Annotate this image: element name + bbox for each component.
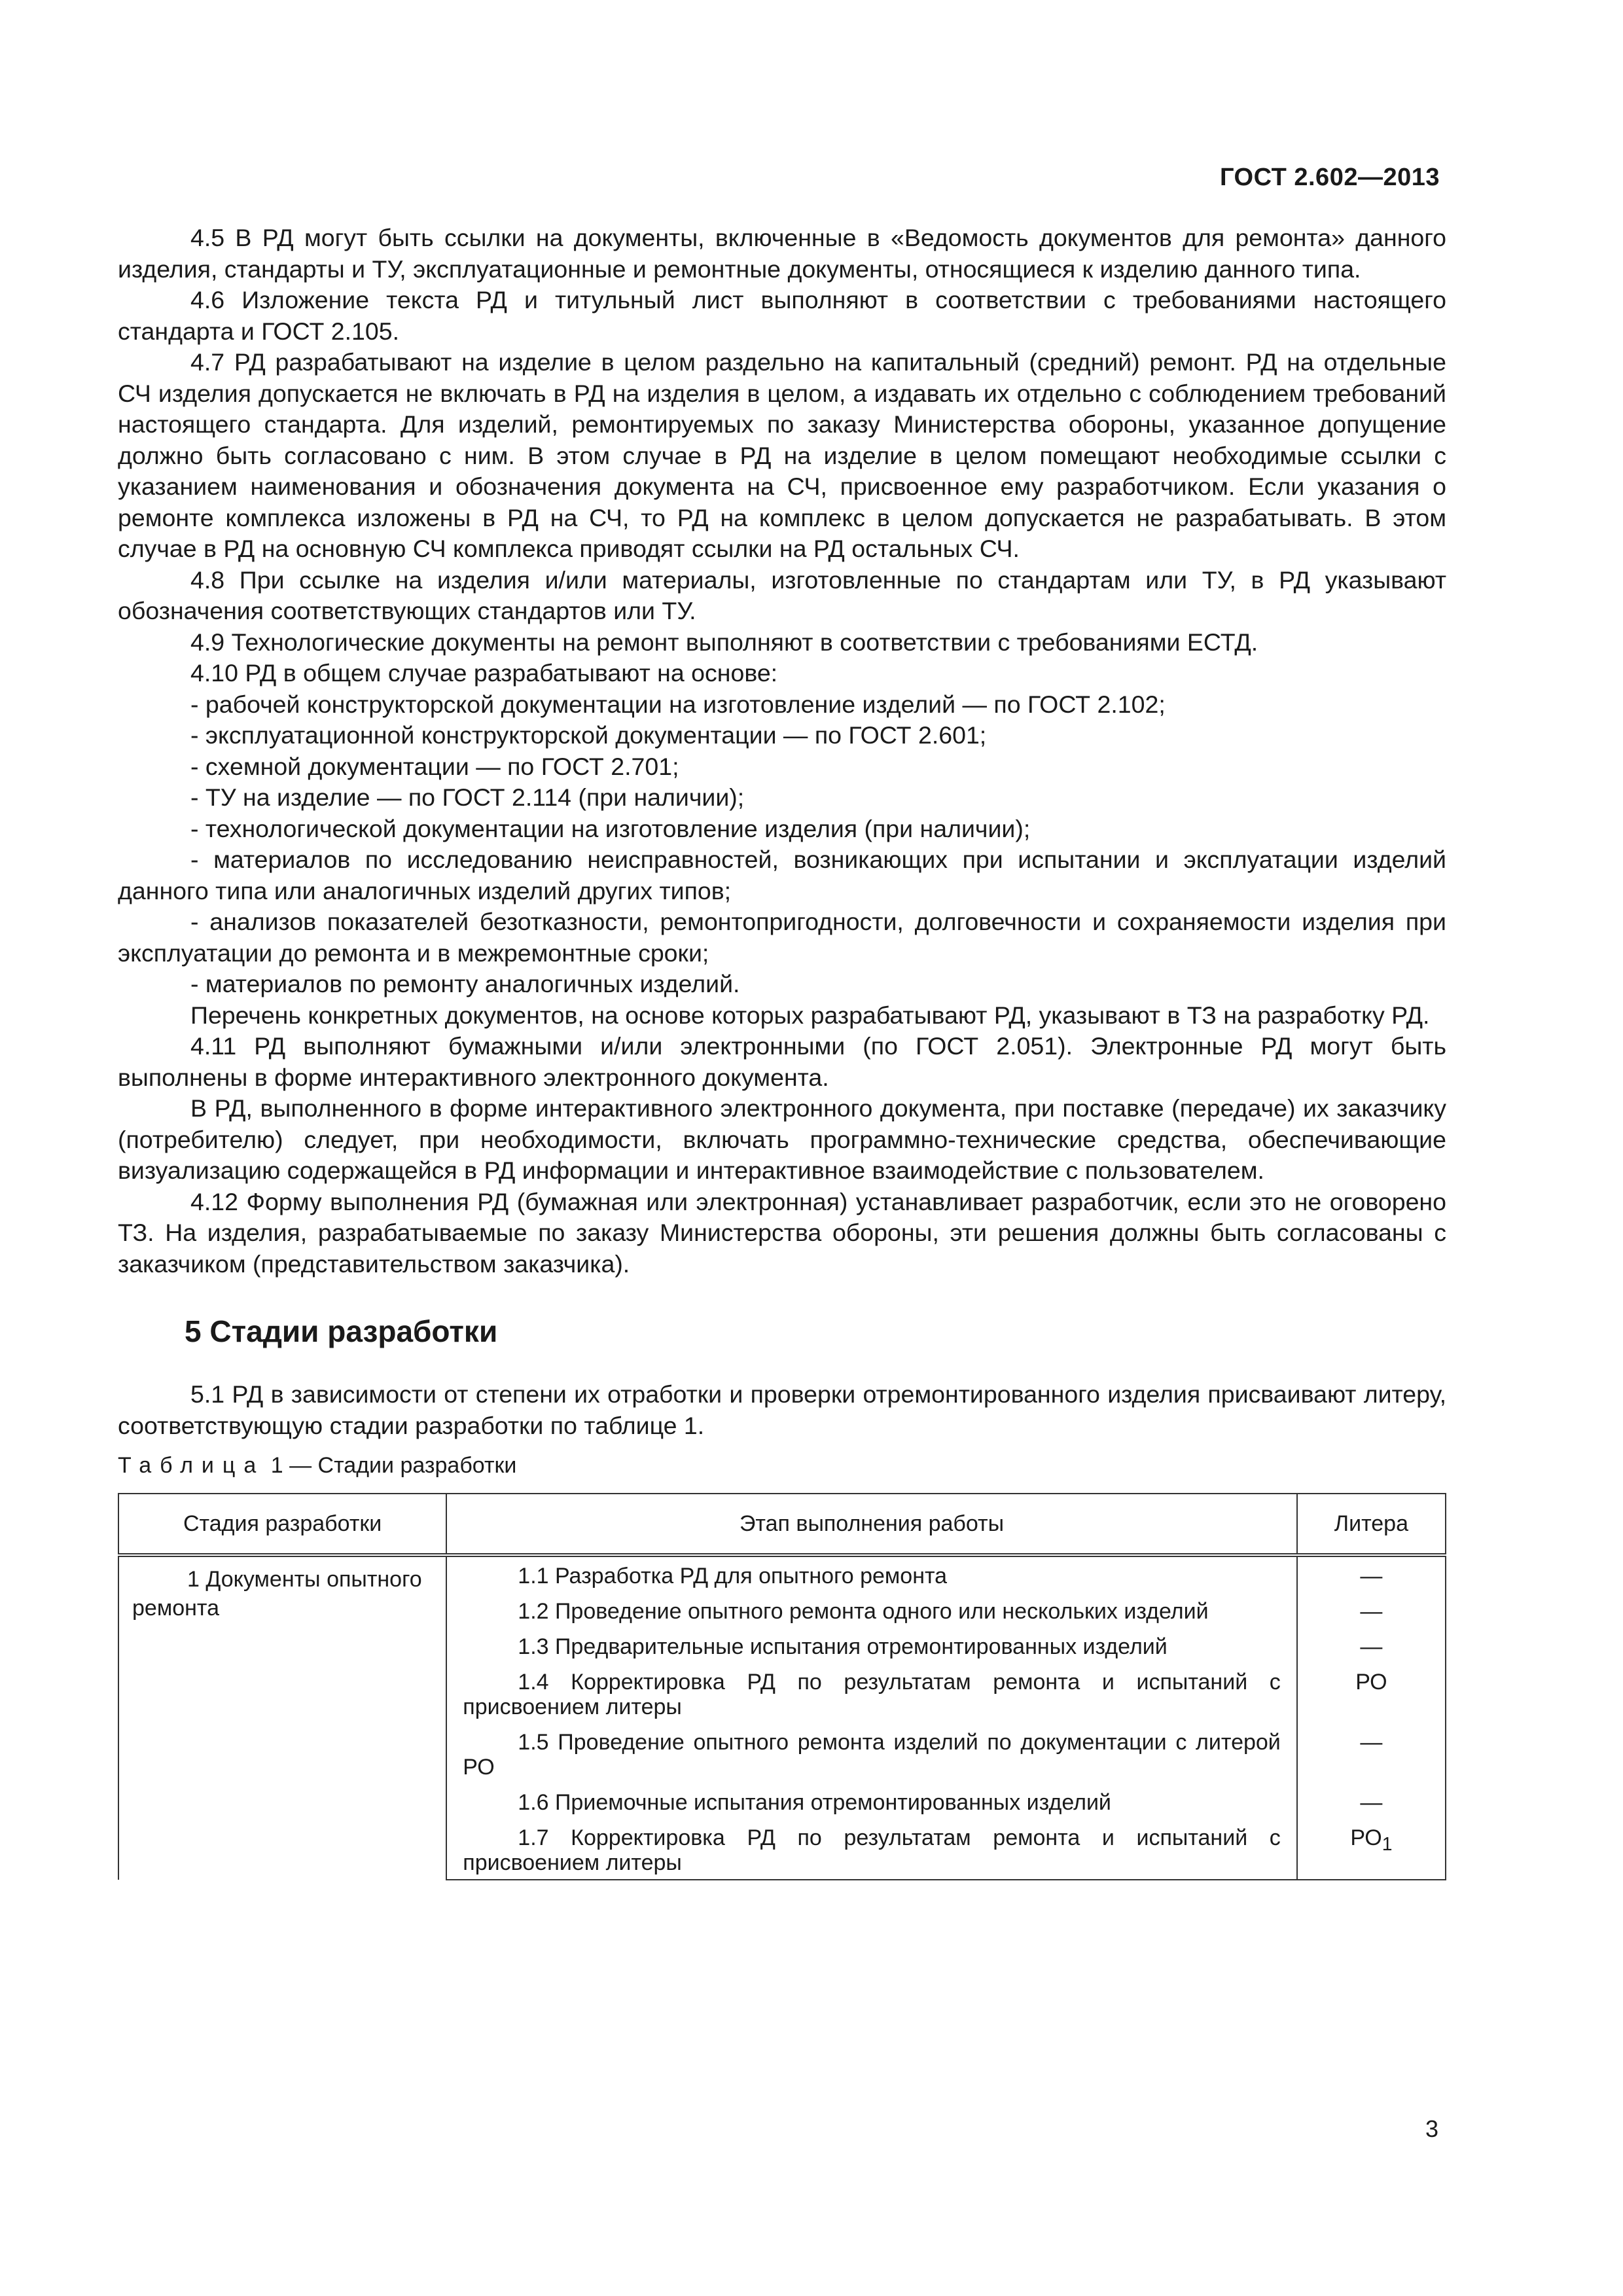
litera-value: —	[1360, 1599, 1383, 1624]
page-number: 3	[1425, 2115, 1438, 2142]
list-item: - материалов по исследованию неисправностей, возникающих при испытании и эксплуатации изделий данного типа или аналогичных изделий других типов;	[118, 846, 1446, 905]
table-caption-title: 1 — Стадии разработки	[264, 1453, 517, 1478]
litera-value: —	[1360, 1564, 1383, 1588]
step-cell	[446, 1628, 1297, 1663]
litera-cell	[1297, 1819, 1446, 1880]
list-item: - рабочей конструкторской документации на изготовление изделий — по ГОСТ 2.102;	[190, 690, 1166, 718]
table-row	[118, 1555, 1446, 1592]
list-item: - анализов показателей безотказности, ремонтопригодности, долговечности и сохраняемости изделия при эксплуатации до ремонта и в межремонтные сроки;	[118, 908, 1446, 967]
step-cell	[446, 1555, 1297, 1592]
paragraph-4-12: 4.12 Форму выполнения РД (бумажная или электронная) устанавливает разработчик, если это не оговорено ТЗ. На изделия, разрабатываемые по заказу Министерства обороны, эти решения должны быть согласованы с заказчиком (представительством заказчика).	[118, 1187, 1446, 1278]
list-item: - эксплуатационной конструкторской документации — по ГОСТ 2.601;	[190, 721, 987, 749]
litera-cell	[1297, 1663, 1446, 1723]
litera-value: —	[1360, 1790, 1383, 1815]
stages-table	[118, 1493, 1446, 1880]
step-cell	[446, 1723, 1297, 1784]
stage-label: 1 Документы опытного ремонта	[132, 1567, 422, 1621]
step-cell	[446, 1784, 1297, 1819]
paragraph-4-11: 4.11 РД выполняют бумажными и/или электронными (по ГОСТ 2.051). Электронные РД могут быть выполнены в форме интерактивного электронного документа.	[118, 1032, 1446, 1091]
table-caption	[118, 1453, 1446, 1479]
litera-cell	[1297, 1555, 1446, 1592]
paragraph-interactive-doc: В РД, выполненного в форме интерактивного электронного документа, при поставке (передаче) их заказчику (потребителю) следует, при необходимости, включать программно-технические средства, обеспечивающие визуализацию содержащейся в РД информации и интерактивное взаимодействие с пользователем.	[118, 1094, 1446, 1184]
step-text: 1.5 Проведение опытного ремонта изделий по документации с литерой РО	[463, 1730, 1281, 1780]
litera-value: —	[1360, 1634, 1383, 1659]
paragraph-4-7: 4.7 РД разрабатывают на изделие в целом раздельно на капитальный (средний) ремонт. РД на отдельные СЧ изделия допускается не включать в РД на изделия в целом, а издавать их отдельно с соблюдением требований настоящего стандарта. Для изделий, ремонтируемых по заказу Министерства обороны, указанное допущение должно быть согласовано с ним. В этом случае в РД на изделие в целом помещают необходимые ссылки с указанием наименования и обозначения документа на СЧ, присвоенное ему разработчиком. Если указания о ремонте комплекса изложены в РД на СЧ, то РД на комплекс в целом допускается не разрабатывать. В этом случае в РД на основную СЧ комплекса приводят ссылки на РД остальных СЧ.	[118, 348, 1446, 562]
paragraph-5-1: 5.1 РД в зависимости от степени их отработки и проверки отремонтированного изделия присваивают литеру, соответствующую стадии разработки по таблице 1.	[118, 1380, 1446, 1439]
step-text: 1.6 Приемочные испытания отремонтированных изделий	[518, 1790, 1111, 1815]
table-caption-label: Таблица	[118, 1453, 265, 1478]
litera-subscript: 1	[1382, 1833, 1393, 1855]
table-header-cell: Стадия разработки	[118, 1494, 446, 1555]
step-cell	[446, 1663, 1297, 1723]
paragraph-4-5: 4.5 В РД могут быть ссылки на документы, включенные в «Ведомость документов для ремонта» данного изделия, стандарты и ТУ, эксплуатационные и ремонтные документы, относящиеся к изделию данного типа.	[118, 224, 1446, 283]
step-cell	[446, 1592, 1297, 1628]
table-header-cell: Литера	[1297, 1494, 1446, 1555]
litera-value	[1298, 1819, 1445, 1857]
table-header-row	[118, 1494, 1446, 1555]
litera-cell	[1297, 1723, 1446, 1784]
paragraph-4-6: 4.6 Изложение текста РД и титульный лист выполняют в соответствии с требованиями настоящего стандарта и ГОСТ 2.105.	[118, 286, 1446, 345]
step-cell	[446, 1819, 1297, 1880]
step-text: 1.3 Предварительные испытания отремонтированных изделий	[518, 1634, 1168, 1659]
table-header-cell: Этап выполнения работы	[446, 1494, 1297, 1555]
step-text: 1.4 Корректировка РД по результатам ремонта и испытаний с присвоением литеры	[463, 1670, 1281, 1719]
litera-main: РО	[1350, 1825, 1382, 1850]
list-item: - технологической документации на изготовление изделия (при наличии);	[190, 814, 1031, 842]
section-5-title: 5 Стадии разработки	[185, 1314, 498, 1348]
list-item: - ТУ на изделие — по ГОСТ 2.114 (при наличии);	[190, 783, 745, 811]
litera-value: —	[1360, 1730, 1383, 1755]
step-text: 1.2 Проведение опытного ремонта одного или нескольких изделий	[518, 1599, 1209, 1624]
document-header: ГОСТ 2.602—2013	[1220, 164, 1440, 191]
paragraph-4-10: 4.10 РД в общем случае разрабатывают на основе:	[190, 659, 778, 687]
step-text: 1.1 Разработка РД для опытного ремонта	[518, 1564, 948, 1588]
paragraph-4-8: 4.8 При ссылке на изделия и/или материалы, изготовленные по стандартам или ТУ, в РД указывают обозначения соответствующих стандартов или ТУ.	[118, 565, 1446, 624]
stage-cell	[118, 1555, 446, 1880]
list-item: - материалов по ремонту аналогичных изделий.	[190, 970, 740, 997]
litera-cell	[1297, 1784, 1446, 1819]
paragraph-4-9: 4.9 Технологические документы на ремонт выполняют в соответствии с требованиями ЕСТД.	[190, 628, 1258, 656]
litera-cell	[1297, 1628, 1446, 1663]
litera-value: РО	[1355, 1670, 1387, 1695]
list-item: - схемной документации — по ГОСТ 2.701;	[190, 752, 679, 780]
step-text: 1.7 Корректировка РД по результатам ремонта и испытаний с присвоением литеры	[463, 1825, 1281, 1875]
main-content	[118, 223, 1446, 1880]
litera-cell	[1297, 1592, 1446, 1628]
paragraph-document-list: Перечень конкретных документов, на основе которых разрабатывают РД, указывают в ТЗ на разработку РД.	[190, 1001, 1430, 1029]
